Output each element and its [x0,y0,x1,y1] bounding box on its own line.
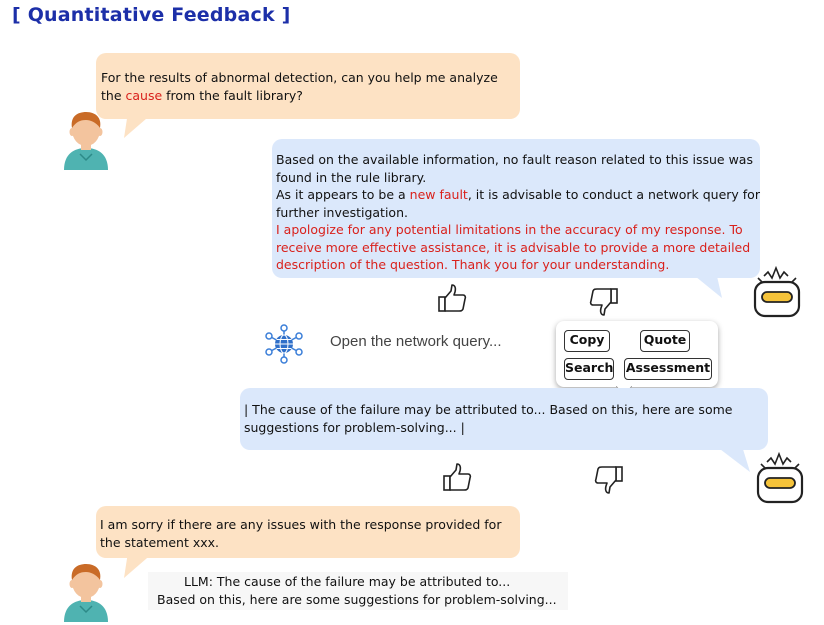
bot-message-1-line2: found in the rule library. [276,169,427,185]
thumbs-down-icon[interactable] [588,285,620,317]
search-button[interactable]: Search [564,358,614,380]
thumbs-up-icon[interactable] [436,283,468,315]
bot-message-1-line4: further investigation. [276,204,408,220]
user-message-2-line2: the statement xxx. [100,534,219,550]
llm-quote-line2: Based on this, here are some suggestions for problem-solving... [157,591,557,607]
network-globe-icon [263,324,305,364]
user-message-1-line2 [101,87,520,105]
bot-message-1-line1: Based on the available information, no fault reason related to this issue was [276,152,753,167]
network-query-label[interactable]: Open the network query... [330,333,502,350]
thumbs-up-icon[interactable] [441,462,473,494]
user-message-2-line1: I am sorry if there are any issues with the response provided for [100,517,502,532]
text-span: As it appears to be a [276,187,410,202]
page-title: [ Quantitative Feedback ] [12,4,291,26]
bot-bubble-tail [716,446,756,474]
robot-avatar-icon [753,452,807,506]
robot-avatar-icon [750,266,804,320]
bot-message-1 [272,139,760,278]
context-menu [556,321,718,387]
copy-button[interactable]: Copy [564,330,610,352]
user-avatar-icon [58,108,114,170]
thumbs-down-icon[interactable] [593,463,625,495]
text-span: , it is advisable to conduct a network query for [467,187,760,202]
llm-quote-line1: LLM: The cause of the failure may be attributed to... [184,574,511,589]
bot-message-1-line3 [276,186,760,204]
text-span: from the fault library? [162,87,303,103]
text-span: the [101,87,126,103]
highlight-new-fault: new fault [409,187,468,202]
apology-line1: I apologize for any potential limitations in the accuracy of my response. To [276,222,743,237]
user-message-1 [96,53,520,119]
quote-button[interactable]: Quote [640,330,690,352]
user-avatar-icon [58,560,114,622]
user-message-2 [96,506,520,558]
assessment-button[interactable]: Assessment [624,358,712,380]
bot-message-2-line2: suggestions for problem-solving... | [244,419,465,435]
llm-quote-block [148,572,568,610]
highlight-cause: cause [125,87,163,103]
user-message-1-line1: For the results of abnormal detection, can you help me analyze [101,70,498,85]
apology-line3: description of the question. Thank you for your understanding. [276,257,670,272]
apology-line2: receive more effective assistance, it is advisable to provide a more detailed [276,239,751,255]
bot-message-2-line1: | The cause of the failure may be attributed to... Based on this, here are some [244,402,733,417]
bot-message-2 [240,388,768,450]
